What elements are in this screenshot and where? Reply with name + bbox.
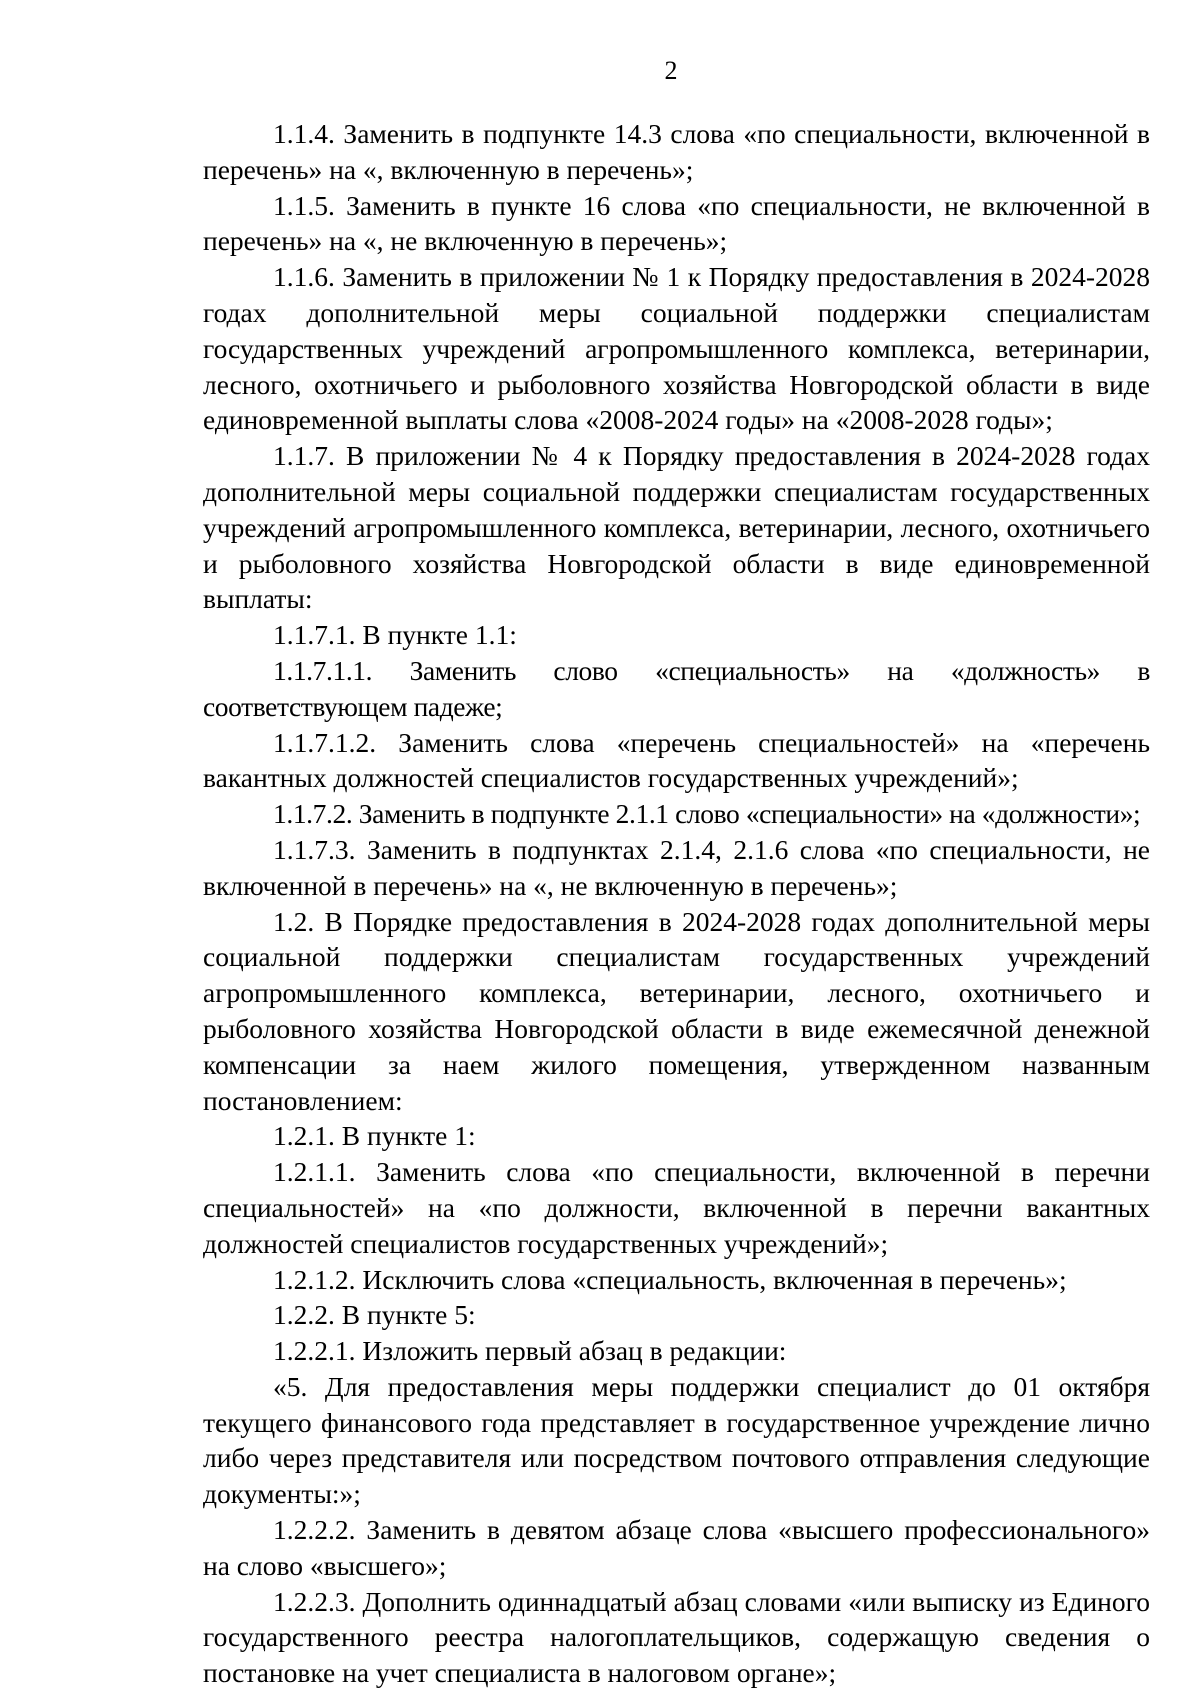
paragraph-1-1-5: 1.1.5. Заменить в пункте 16 слова «по специальности, не включенной в перечень» на «, не включенную в перечень»; bbox=[203, 189, 1150, 257]
paragraph-1-1-6: 1.1.6. Заменить в приложении № 1 к Порядку предоставления в 2024-2028 годах дополнительной меры социальной поддержки специалистам государственных учреждений агропромышленного комплекса, ветеринарии, лесного, охотничьего и рыболовного хозяйства Новгородской области в виде единовременной выплаты слова «2008-2024 годы» на «2008-2028 годы»; bbox=[203, 261, 1150, 436]
paragraph-1-1-7-1-2: 1.1.7.1.2. Заменить слова «перечень специальностей» на «перечень вакантных должностей специалистов государственных учреждений»; bbox=[203, 726, 1150, 794]
paragraph-1-1-7-1-1: 1.1.7.1.1. Заменить слово «специальность» на «должность» в соответствующем падеже; bbox=[203, 654, 1150, 722]
paragraph-1-1-7-2: 1.1.7.2. Заменить в подпункте 2.1.1 слово «специальности» на «должности»; bbox=[273, 798, 1141, 830]
paragraph-1-2-1-1: 1.2.1.1. Заменить слова «по специальности, включенной в перечни специальностей» на «по должности, включенной в перечни вакантных должностей специалистов государственных учреждений»; bbox=[203, 1156, 1150, 1259]
paragraph-1-1-7-3: 1.1.7.3. Заменить в подпунктах 2.1.4, 2.1.6 слова «по специальности, не включенной в перечень» на «, не включенную в перечень»; bbox=[203, 833, 1150, 901]
paragraph-1-2-1: 1.2.1. В пункте 1: bbox=[273, 1120, 476, 1152]
paragraph-1-1-7-1: 1.1.7.1. В пункте 1.1: bbox=[273, 619, 517, 651]
paragraph-1-2-2-1: 1.2.2.1. Изложить первый абзац в редакции: bbox=[273, 1335, 787, 1367]
paragraph-1-2: 1.2. В Порядке предоставления в 2024-2028 годах дополнительной меры социальной поддержки специалистам государственных учреждений агропромышленного комплекса, ветеринарии, лесного, охотничьего и рыболовного хозяйства Новгородской области в виде ежемесячной денежной компенсации за наем жилого помещения, утвержденном названным постановлением: bbox=[203, 905, 1150, 1116]
document-body bbox=[203, 116, 1150, 1691]
paragraph-1-2-2-3: 1.2.2.3. Дополнить одиннадцатый абзац словами «или выписку из Единого государственного реестра налогоплательщиков, содержащую сведения о постановке на учет специалиста в налоговом органе»; bbox=[203, 1585, 1150, 1689]
paragraph-1-2-2-2: 1.2.2.2. Заменить в девятом абзаце слова «высшего профессионального» на слово «высшего»; bbox=[203, 1514, 1150, 1581]
page-number: 2 bbox=[664, 56, 678, 85]
paragraph-1-1-7: 1.1.7. В приложении № 4 к Порядку предоставления в 2024-2028 годах дополнительной меры социальной поддержки специалистам государственных учреждений агропромышленного комплекса, ветеринарии, лесного, охотничьего и рыболовного хозяйства Новгородской области в виде единовременной выплаты: bbox=[203, 440, 1150, 615]
paragraph-quoted-item-5: «5. Для предоставления меры поддержки специалист до 01 октября текущего финансового года представляет в государственное учреждение лично либо через представителя или посредством почтового отправления следующие документы:»; bbox=[203, 1370, 1150, 1510]
paragraph-1-1-4: 1.1.4. Заменить в подпункте 14.3 слова «по специальности, включенной в перечень» на «, включенную в перечень»; bbox=[203, 118, 1150, 185]
paragraph-1-2-1-2: 1.2.1.2. Исключить слова «специальность, включенная в перечень»; bbox=[273, 1263, 1067, 1295]
paragraph-1-2-2: 1.2.2. В пункте 5: bbox=[273, 1299, 476, 1331]
